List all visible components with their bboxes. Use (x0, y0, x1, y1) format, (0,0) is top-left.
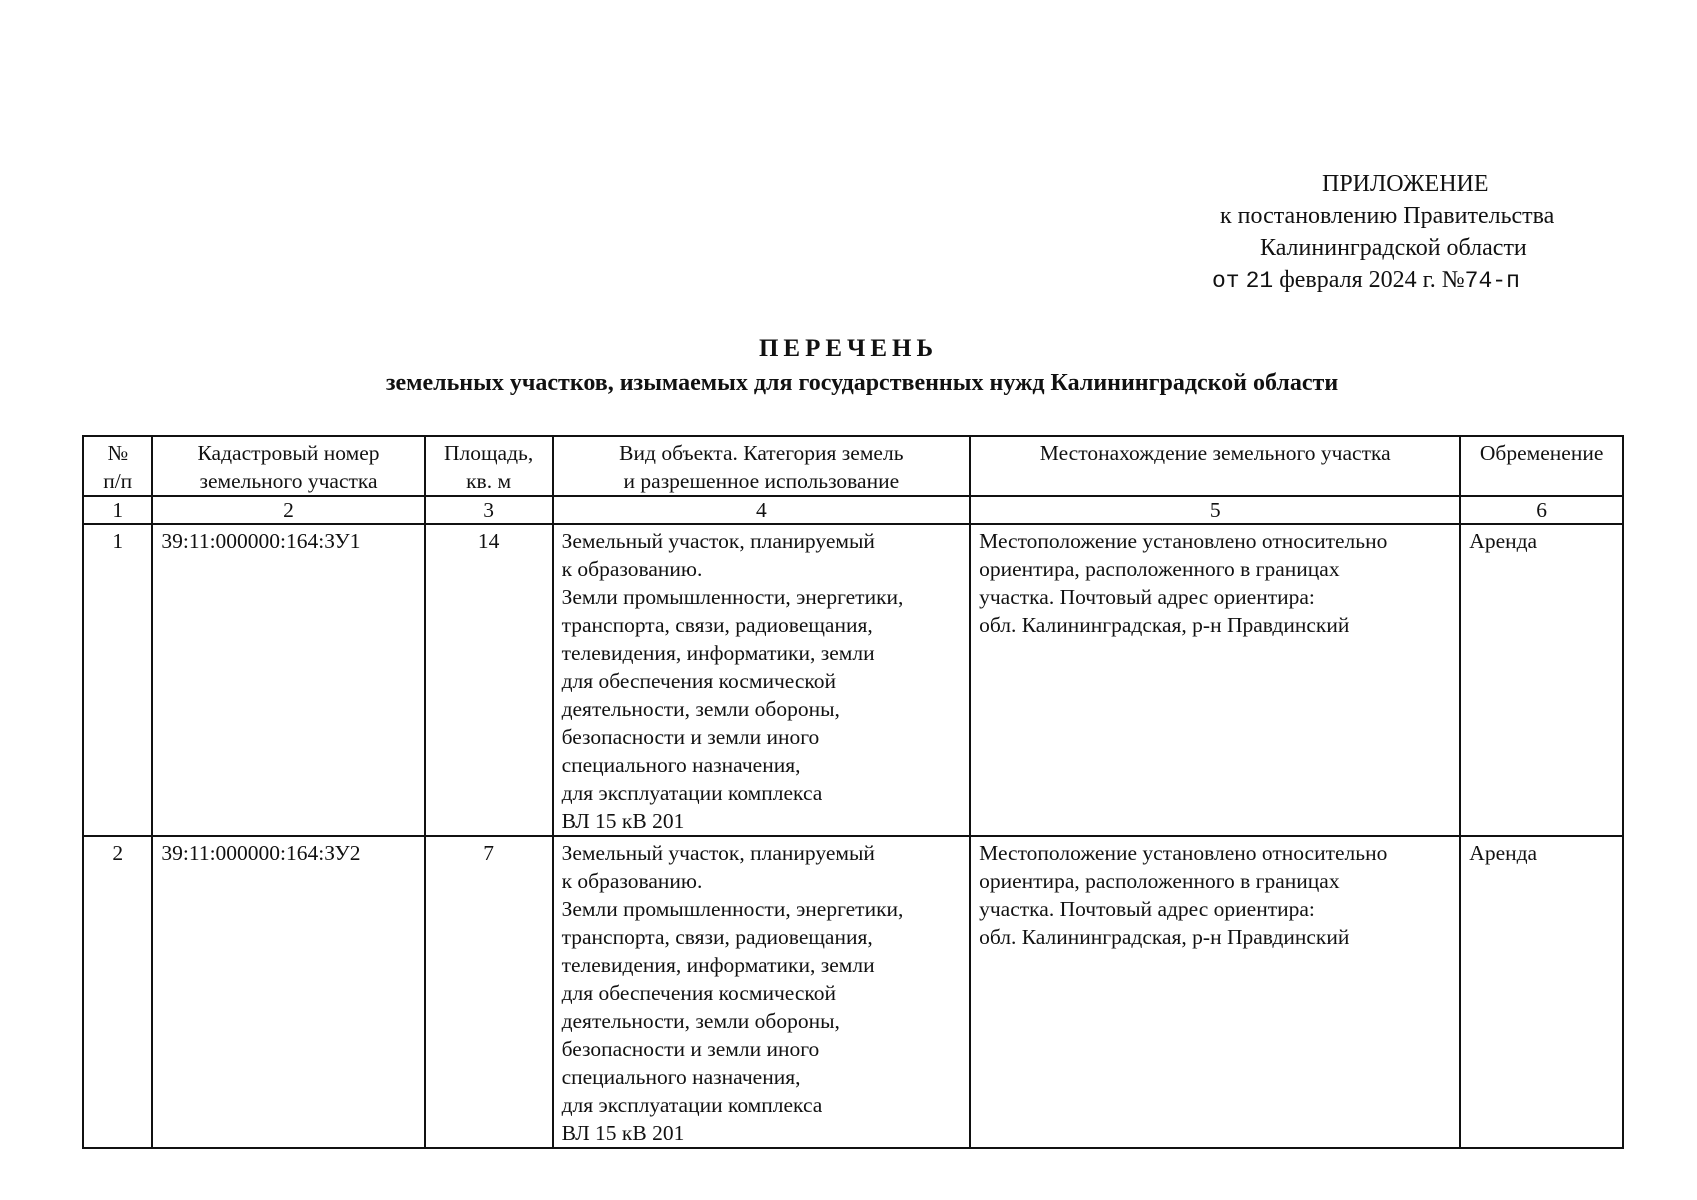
header-object-type: Вид объекта. Категория земель и разрешенное использование (553, 436, 971, 496)
date-month-year: февраля 2024 г. № (1279, 267, 1465, 293)
object-type: Земельный участок, планируемый к образованию. Земли промышленности, энергетики, транспорта, связи, радиовещания, телевидения, информатики, земли для обеспечения космической деятельности, земли обороны, безопасности и земли иного специального назначения, для эксплуатации комплекса ВЛ 15 кВ 201 (553, 524, 971, 836)
column-number: 6 (1460, 496, 1623, 524)
document-number: 74-п (1464, 268, 1520, 294)
column-number-row (83, 496, 1623, 524)
resolution-date-line (1210, 264, 1650, 297)
date-day: 21 (1245, 268, 1274, 294)
resolution-reference: к постановлению Правительства (1220, 203, 1555, 229)
table-row (83, 524, 1623, 836)
document-subtitle: земельных участков, изымаемых для государственных нужд Калининградской области (385, 370, 1339, 396)
object-type: Земельный участок, планируемый к образованию. Земли промышленности, энергетики, транспорта, связи, радиовещания, телевидения, информатики, земли для обеспечения космической деятельности, земли обороны, безопасности и земли иного специального назначения, для эксплуатации комплекса ВЛ 15 кВ 201 (553, 836, 971, 1148)
plot-location: Местоположение установлено относительно ориентира, расположенного в границах участка. Почтовый адрес ориентира: обл. Калининградская, р-н Правдинский (970, 524, 1460, 836)
appendix-label: ПРИЛОЖЕНИЕ (1322, 171, 1489, 197)
encumbrance: Аренда (1460, 836, 1623, 1148)
table-header-row (83, 436, 1623, 496)
plot-location: Местоположение установлено относительно ориентира, расположенного в границах участка. Почтовый адрес ориентира: обл. Калининградская, р-н Правдинский (970, 836, 1460, 1148)
column-number: 1 (83, 496, 152, 524)
cadastral-number: 39:11:000000:164:ЗУ1 (152, 524, 424, 836)
plot-area: 14 (425, 524, 553, 836)
cadastral-number: 39:11:000000:164:ЗУ2 (152, 836, 424, 1148)
column-number: 2 (152, 496, 424, 524)
header-location: Местонахождение земельного участка (970, 436, 1460, 496)
row-number: 2 (83, 836, 152, 1148)
column-number: 3 (425, 496, 553, 524)
appendix-header (1210, 168, 1650, 297)
header-number: № п/п (83, 436, 152, 496)
header-encumbrance: Обременение (1460, 436, 1623, 496)
header-cadastral-number: Кадастровый номер земельного участка (152, 436, 424, 496)
land-plots-table (82, 435, 1624, 1149)
table-row (83, 836, 1623, 1148)
document-title: ПЕРЕЧЕНЬ (758, 335, 939, 362)
column-number: 4 (553, 496, 971, 524)
encumbrance: Аренда (1460, 524, 1623, 836)
row-number: 1 (83, 524, 152, 836)
header-area: Площадь, кв. м (425, 436, 553, 496)
plot-area: 7 (425, 836, 553, 1148)
date-prefix: от (1212, 268, 1240, 294)
column-number: 5 (970, 496, 1460, 524)
region-name: Калининградской области (1260, 235, 1527, 261)
